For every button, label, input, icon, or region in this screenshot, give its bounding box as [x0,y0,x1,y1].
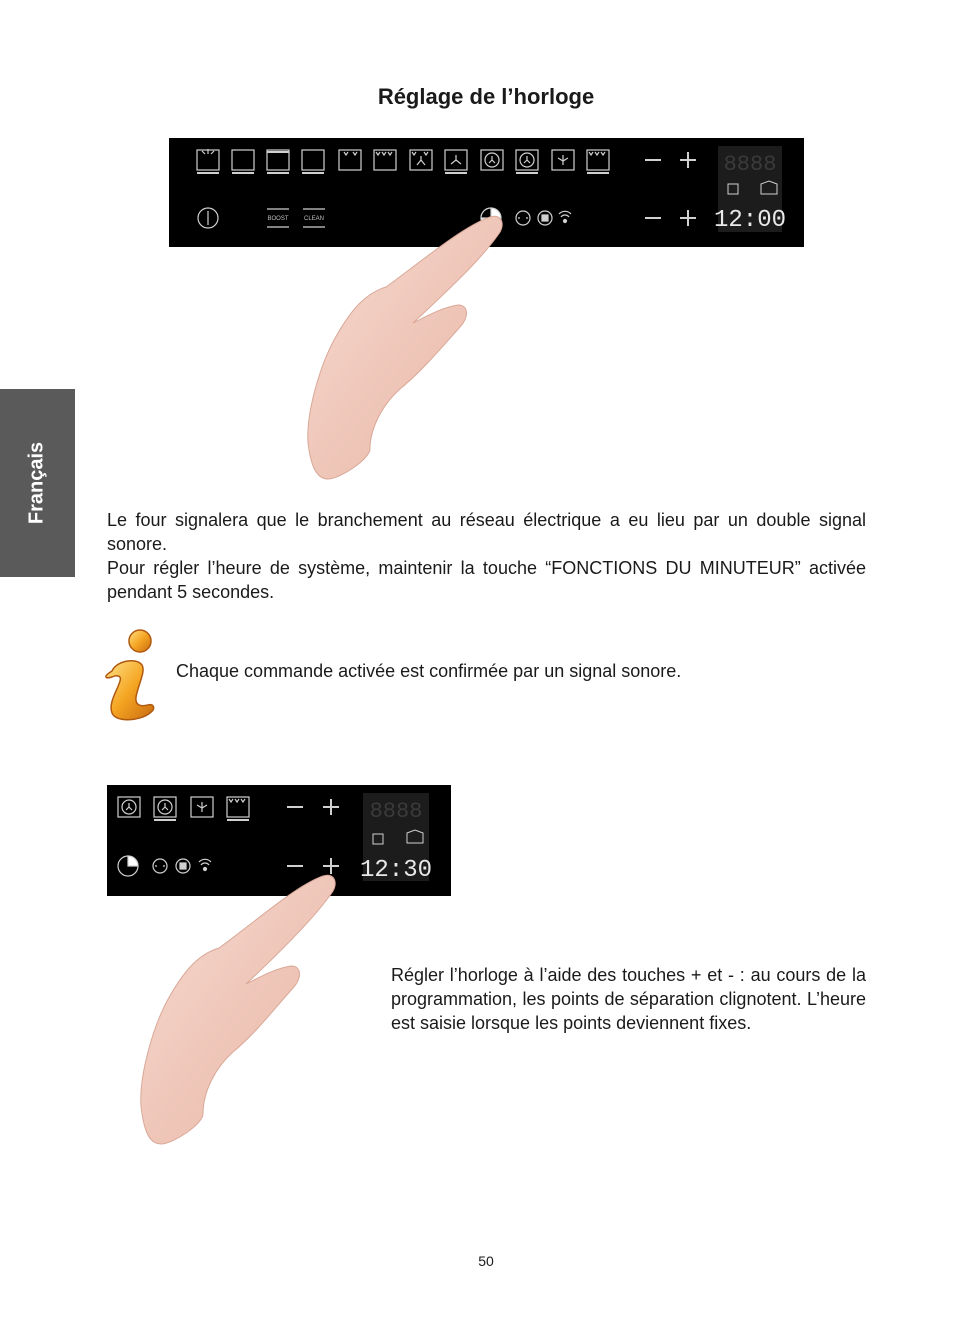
info-note: Chaque commande activée est confirmée par un signal sonore. [176,661,682,681]
language-tab [0,389,75,577]
power-icon [198,208,218,228]
stop-icon [538,211,552,225]
fan-ring-bottom-icon [516,150,538,173]
hand-illustration-1 [295,205,510,480]
display-top-digits: 8888 [369,799,423,824]
fan-ring-icon [118,797,140,817]
display-time: 12:00 [713,207,787,234]
instruction-text: Régler l’horloge à l’aide des touches + et - : au cours de la programmation, les points de séparation clignotent. L’heure est saisie lorsque les points deviennent fixes. [391,965,866,1033]
left-right-icon [516,211,530,225]
bottom-heat-icon [232,150,254,173]
defrost-icon [191,797,213,817]
plus-bottom-icon [680,210,696,226]
double-grill-icon [374,150,396,170]
pizza-icon [587,150,609,173]
clean-label: CLEAN [303,216,325,222]
display-time: 12:30 [359,857,433,884]
fan-icon [445,150,467,173]
hand-illustration-2 [128,862,343,1147]
intro-line-2: Pour régler l’heure de système, maintenir la touche “FONCTIONS DU MINUTEUR” activée pendant 5 secondes. [107,558,866,602]
top-heat-icon [267,150,289,173]
intro-paragraph [107,508,866,604]
instruction-paragraph [391,963,866,1035]
plus-top-icon [680,152,696,168]
fan-ring-icon [481,150,503,170]
page-number: 50 [478,1253,494,1269]
plus-top-icon [323,799,339,815]
grill-icon [339,150,361,170]
pizza-icon [227,797,249,820]
conventional-icon [302,150,324,173]
sound-icon [559,211,571,222]
boost-label: BOOST [267,216,289,222]
fan-ring-bottom-icon [154,797,176,820]
language-tab-label: Français [25,441,48,525]
display-top-digits: 8888 [723,152,777,177]
page-title: Réglage de l’horloge [377,84,595,109]
intro-line-1: Le four signalera que le branchement au réseau électrique a eu lieu par un double signal sonore. [107,510,866,554]
grill-fan-icon [410,150,432,170]
info-icon [104,627,160,723]
defrost-icon [552,150,574,170]
lamp-function-icon [197,149,219,173]
